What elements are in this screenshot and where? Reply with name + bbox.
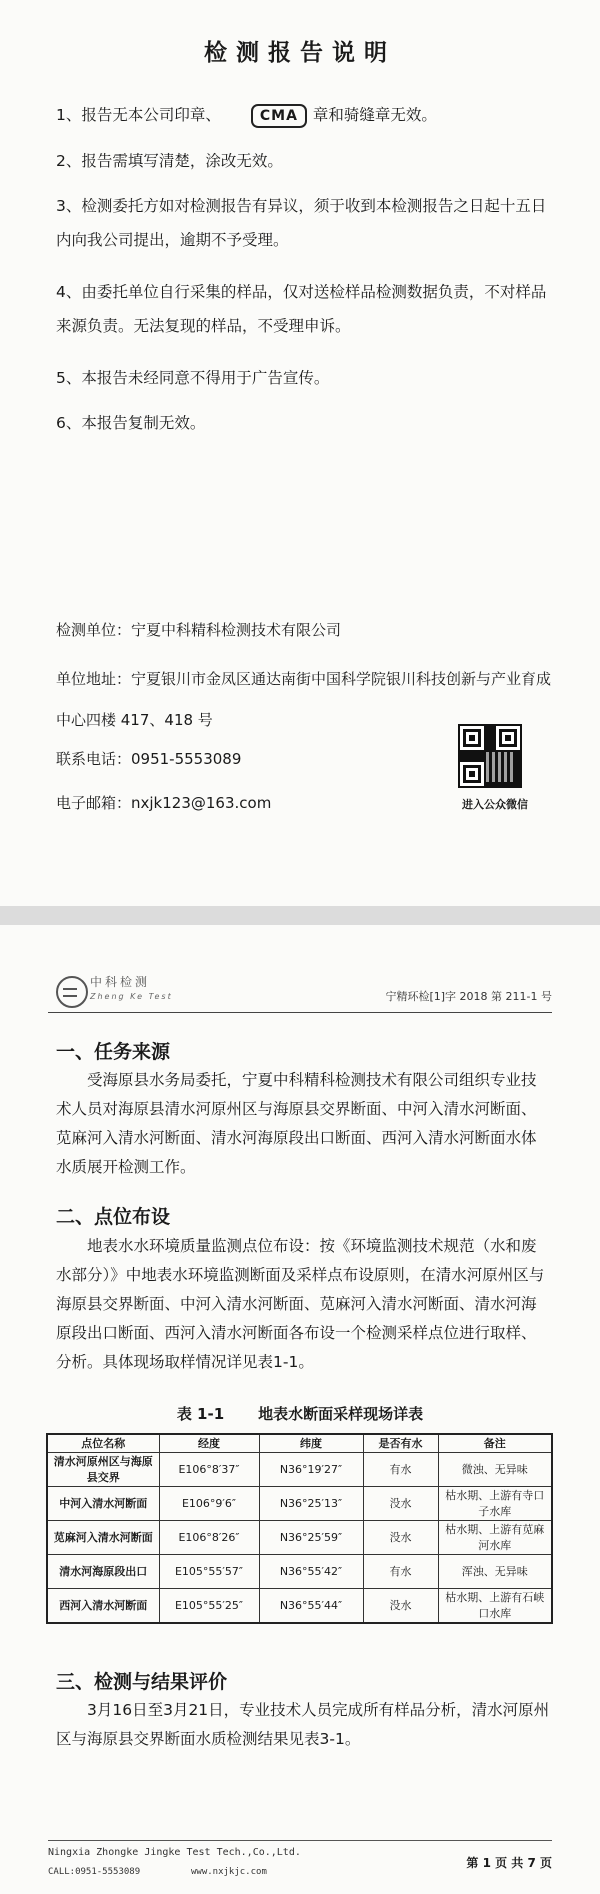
- qr-finder-icon: [460, 762, 484, 786]
- note-1-text: 1、报告无本公司印章、: [56, 106, 221, 124]
- col-header-longitude: 经度: [159, 1434, 259, 1453]
- cell-longitude: E106°9′6″: [159, 1487, 259, 1521]
- page-two: [0, 925, 600, 1894]
- cell-site: 苋麻河入清水河断面: [47, 1521, 159, 1555]
- contact-email[interactable]: 电子邮箱：nxjk123@163.com: [56, 794, 272, 812]
- page-footer: [48, 1840, 552, 1877]
- cma-mark: CMA: [251, 104, 307, 128]
- cell-water: 有水: [363, 1453, 438, 1487]
- table-caption: [0, 1403, 600, 1424]
- cell-site: 清水河原州区与海原县交界: [47, 1453, 159, 1487]
- section-2-title: 二、点位布设: [56, 1206, 171, 1228]
- cell-latitude: N36°19′27″: [259, 1453, 363, 1487]
- qr-caption: 进入公众微信: [462, 798, 528, 811]
- section-1-body: [56, 1066, 550, 1182]
- section-3-text: 3月16日至3月21日，专业技术人员完成所有样品分析，清水河原州区与海原县交界断面水质检测结果见表3-1。: [56, 1701, 550, 1748]
- cell-site: 西河入清水河断面: [47, 1589, 159, 1624]
- qr-modules: [486, 752, 516, 782]
- logo-english-text: Zheng Ke Test: [90, 992, 173, 1001]
- note-1-tail: 章和骑缝章无效。: [312, 106, 437, 124]
- page-number: 第 1 页 共 7 页: [466, 1856, 552, 1870]
- cell-water: 没水: [363, 1521, 438, 1555]
- section-1-text: 受海原县水务局委托，宁夏中科精科检测技术有限公司组织专业技术人员对海原县清水河原州区与海原县交界断面、中河入清水河断面、苋麻河入清水河断面、清水河海原段出口断面、西河入清水河断面水体水质展开检测工作。: [56, 1071, 537, 1176]
- table-row: [47, 1555, 552, 1589]
- col-header-site: 点位名称: [47, 1434, 159, 1453]
- section-3-title: 三、检测与结果评价: [56, 1671, 228, 1693]
- cell-latitude: N36°55′42″: [259, 1555, 363, 1589]
- cell-water: 没水: [363, 1487, 438, 1521]
- footer-company-english: Ningxia Zhongke Jingke Test Tech.,Co.,Ltd.: [48, 1847, 301, 1858]
- sampling-table: [46, 1433, 553, 1624]
- cell-latitude: N36°25′13″: [259, 1487, 363, 1521]
- note-6: 6、本报告复制无效。: [56, 414, 206, 432]
- company-logo-icon: [56, 976, 88, 1008]
- page-one: [0, 0, 600, 906]
- qr-finder-icon: [496, 726, 520, 750]
- cell-water: 有水: [363, 1555, 438, 1589]
- cell-longitude: E106°8′26″: [159, 1521, 259, 1555]
- table-row: [47, 1453, 552, 1487]
- contact-phone: 联系电话：0951-5553089: [56, 750, 242, 768]
- cell-longitude: E105°55′57″: [159, 1555, 259, 1589]
- table-header-row: [47, 1434, 552, 1453]
- note-3: 3、检测委托方如对检测报告有异议，须于收到本检测报告之日起十五日内向我公司提出，逾期不予受理。: [56, 197, 547, 249]
- section-2-text: 地表水水环境质量监测点位布设：按《环境监测技术规范（水和废水部分）》中地表水环境监测断面及采样点布设原则，在清水河原州区与海原县交界断面、中河入清水河断面、苋麻河入清水河断面、清水河海原段出口断面、西河入清水河断面各布设一个检测采样点位进行取样、分析。具体现场取样情况详见表1-1。: [56, 1237, 545, 1371]
- table-title: 地表水断面采样现场详表: [258, 1405, 424, 1423]
- col-header-water: 是否有水: [363, 1434, 438, 1453]
- page-header: [48, 970, 552, 1013]
- cell-site: 清水河海原段出口: [47, 1555, 159, 1589]
- section-2-body: [56, 1232, 550, 1377]
- cell-longitude: E106°8′37″: [159, 1453, 259, 1487]
- section-3-body: [56, 1696, 550, 1754]
- footer-phone: CALL:0951-5553089: [48, 1867, 141, 1877]
- table-row: [47, 1521, 552, 1555]
- cell-remarks: 枯水期、上游有寺口子水库: [438, 1487, 552, 1521]
- footer-website[interactable]: www.nxjkjc.com: [191, 1867, 267, 1877]
- table-row: [47, 1589, 552, 1624]
- note-2: 2、报告需填写清楚，涂改无效。: [56, 152, 283, 170]
- note-1: [56, 98, 556, 132]
- report-notes-title: 检测报告说明: [204, 40, 396, 66]
- logo-chinese-text: 中科检测: [90, 975, 151, 989]
- qr-finder-icon: [460, 726, 484, 750]
- section-1-title: 一、任务来源: [56, 1041, 171, 1063]
- cell-longitude: E105°55′25″: [159, 1589, 259, 1624]
- contact-address: 单位地址：宁夏银川市金凤区通达南街中国科学院银川科技创新与产业育成中心四楼 417、418 号: [56, 670, 552, 729]
- cell-site: 中河入清水河断面: [47, 1487, 159, 1521]
- table-row: [47, 1487, 552, 1521]
- cell-water: 没水: [363, 1589, 438, 1624]
- cell-remarks: 微浊、无异味: [438, 1453, 552, 1487]
- cell-remarks: 枯水期、上游有苋麻河水库: [438, 1521, 552, 1555]
- note-4: 4、由委托单位自行采集的样品，仅对送检样品检测数据负责，不对样品来源负责。无法复现的样品，不受理申诉。: [56, 283, 547, 335]
- cell-latitude: N36°25′59″: [259, 1521, 363, 1555]
- cell-remarks: 枯水期、上游有石峡口水库: [438, 1589, 552, 1624]
- table-number: 表 1-1: [176, 1405, 225, 1423]
- col-header-remarks: 备注: [438, 1434, 552, 1453]
- document-number: 宁精环检[1]字 2018 第 211-1 号: [385, 990, 552, 1003]
- cell-remarks: 浑浊、无异味: [438, 1555, 552, 1589]
- col-header-latitude: 纬度: [259, 1434, 363, 1453]
- qr-code-icon[interactable]: [458, 724, 522, 788]
- note-5: 5、本报告未经同意不得用于广告宣传。: [56, 369, 330, 387]
- cell-latitude: N36°55′44″: [259, 1589, 363, 1624]
- contact-unit: 检测单位：宁夏中科精科检测技术有限公司: [56, 621, 342, 639]
